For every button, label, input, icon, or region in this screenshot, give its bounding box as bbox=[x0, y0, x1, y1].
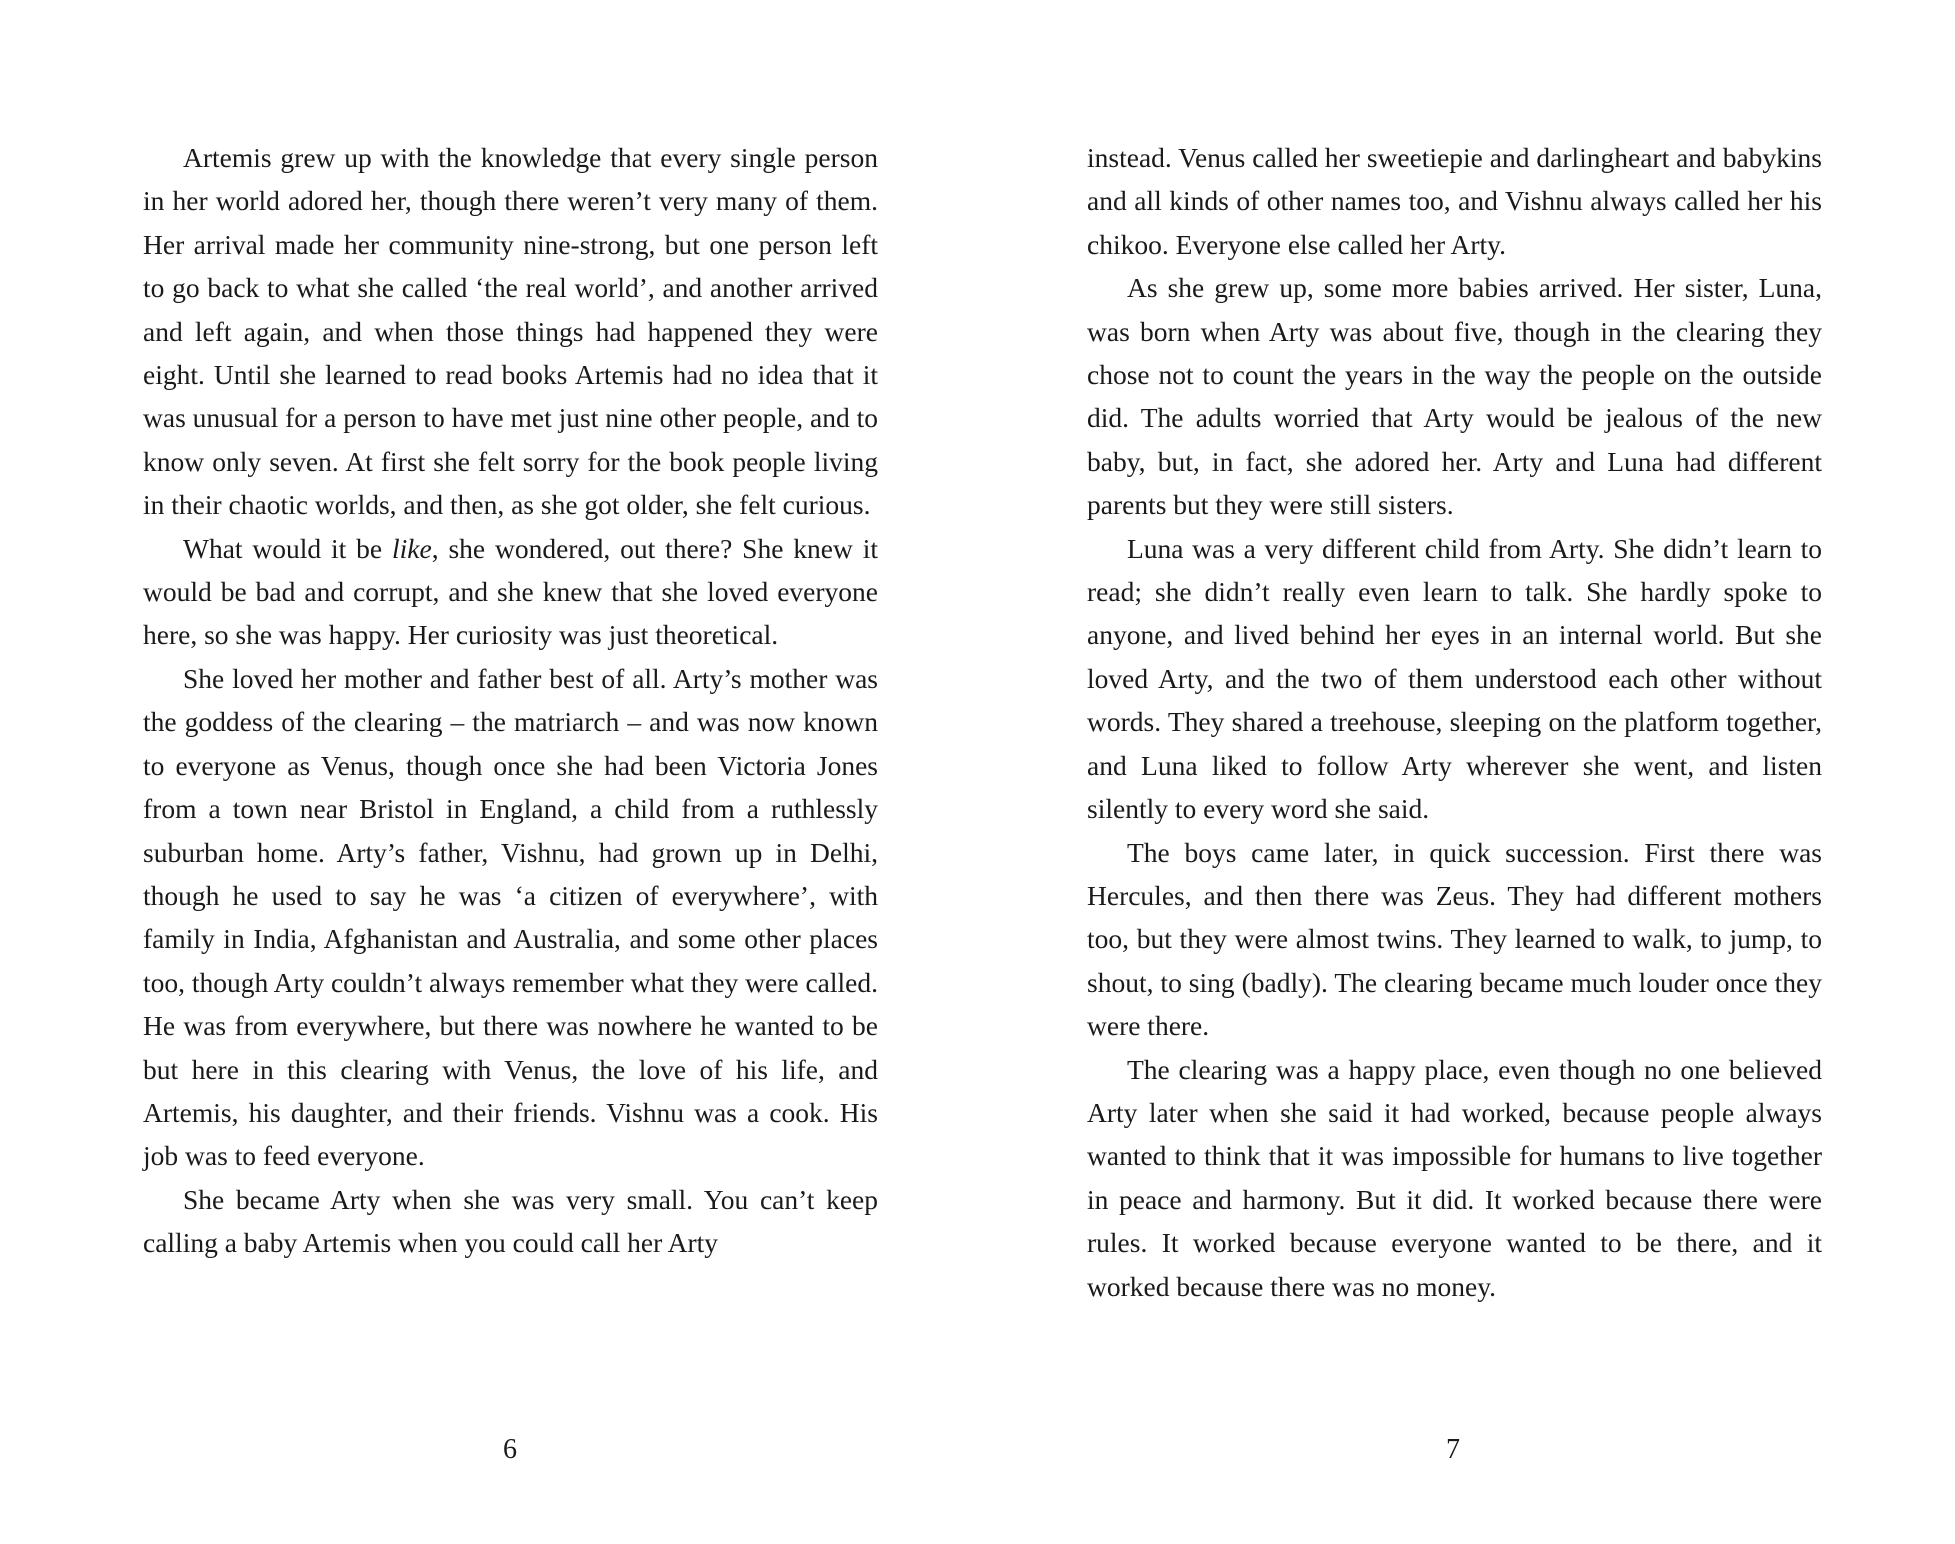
text-run: The boys came later, in quick succession. First there was Hercules, and then there was Zeus. They had different mothers too, but they were almost twins. They learned to walk, to jump, to shout, to sing (badly). The clearing became much louder once they were there. bbox=[1087, 836, 1822, 1042]
text-run: The clearing was a happy place, even though no one believed Arty later when she said it had worked, because people always wanted to think that it was impossible for humans to live together in peace and harmony. But it did. It worked because there were rules. It worked because everyone wanted to be there, and it worked because there was no money. bbox=[1087, 1053, 1822, 1302]
paragraph-she-loved-her-mother bbox=[143, 657, 878, 1178]
text-run: Artemis grew up with the knowledge that every single person in her world adored her, though there weren’t very many of them. Her arrival made her community nine-strong, but one person left to go back to what she called ‘the real world’, and another arrived and left again, and when those things had happened they were eight. Until she learned to read books Artemis had no idea that it was unusual for a person to have met just nine other people, and to know only seven. At first she felt sorry for the book people living in their chaotic worlds, and then, as she got older, she felt curious. bbox=[143, 142, 878, 521]
page-number-left: 6 bbox=[503, 1434, 517, 1465]
text-run: She loved her mother and father best of all. Arty’s mother was the goddess of the clearing – the matriarch – and was now known to everyone as Venus, though once she had been Victoria Jones from a town near Bristol in England, a child from a ruthlessly suburban home. Arty’s father, Vishnu, had grown up in Delhi, though he used to say he was ‘a citizen of everywhere’, with family in India, Afghanistan and Australia, and some other places too, though Arty couldn’t always remember what they were called. He was from everywhere, but there was nowhere he wanted to be but here in this clearing with Venus, the love of his life, and Artemis, his daughter, and their friends. Vishnu was a cook. His job was to feed everyone. bbox=[143, 662, 878, 1172]
paragraph-what-would-it-be bbox=[143, 527, 878, 657]
text-run: , she wondered, out there? She knew it would be bad and corrupt, and she knew that she loved everyone here, so she was happy. Her curiosity was just theoretical. bbox=[143, 532, 878, 651]
text-run: She became Arty when she was very small. You can’t keep calling a baby Artemis when you could call her Arty bbox=[143, 1183, 878, 1259]
italic-text-run: like bbox=[392, 532, 432, 564]
page-number-right: 7 bbox=[1446, 1434, 1460, 1465]
text-run: instead. Venus called her sweetiepie and darlingheart and babykins and all kinds of other names too, and Vishnu always called her his chikoo. Everyone else called her Arty. bbox=[1087, 142, 1822, 260]
paragraph-continuation-instead bbox=[1087, 136, 1822, 266]
text-run: As she grew up, some more babies arrived. Her sister, Luna, was born when Arty was about five, though in the clearing they chose not to count the years in the way the people on the outside did. The adults worried that Arty would be jealous of the new baby, but, in fact, she adored her. Arty and Luna had different parents but they were still sisters. bbox=[1087, 272, 1822, 521]
paragraph-luna-was-different bbox=[1087, 527, 1822, 831]
left-page bbox=[143, 136, 878, 1265]
paragraph-she-became-arty bbox=[143, 1178, 878, 1265]
paragraph-artemis-grew-up bbox=[143, 136, 878, 527]
text-run: What would it be bbox=[183, 532, 392, 564]
paragraph-clearing-happy-place bbox=[1087, 1048, 1822, 1308]
text-run: Luna was a very different child from Arty. She didn’t learn to read; she didn’t really even learn to talk. She hardly spoke to anyone, and lived behind her eyes in an internal world. But she loved Arty, and the two of them understood each other without words. They shared a treehouse, sleeping on the platform together, and Luna liked to follow Arty wherever she went, and listen silently to every word she said. bbox=[1087, 532, 1822, 825]
paragraph-the-boys-came-later bbox=[1087, 831, 1822, 1048]
right-page bbox=[1087, 136, 1822, 1308]
paragraph-as-she-grew-up bbox=[1087, 266, 1822, 526]
